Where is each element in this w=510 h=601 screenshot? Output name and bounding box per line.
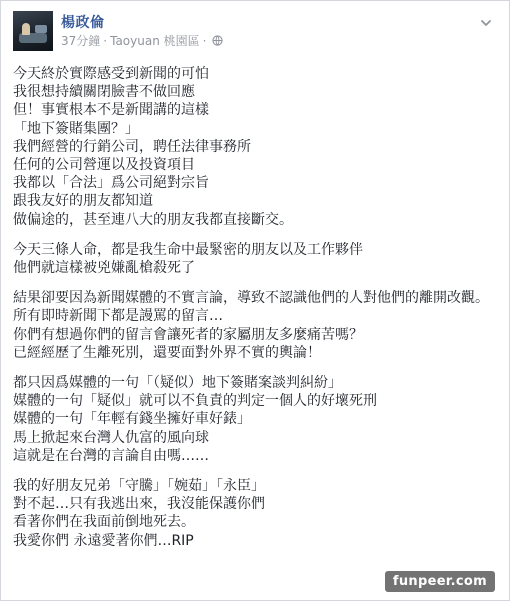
post-paragraph bbox=[13, 289, 501, 362]
post-line: 任何的公司營運以及投資項目 bbox=[13, 157, 195, 174]
post-paragraph bbox=[13, 65, 501, 229]
post-paragraph bbox=[13, 241, 501, 277]
post-line: 他們就這樣被兇嫌亂槍殺死了 bbox=[13, 260, 195, 277]
post-paragraph bbox=[13, 374, 501, 465]
post-header bbox=[13, 11, 499, 51]
post-paragraph bbox=[13, 477, 501, 550]
post-line: 跟我友好的朋友都知道 bbox=[13, 193, 153, 210]
post-line: 對不起…只有我逃出來，我沒能保護你們 bbox=[13, 496, 265, 513]
post-line: 做偏途的，甚至連八大的朋友我都直接斷交。 bbox=[13, 211, 293, 228]
chevron-down-icon[interactable] bbox=[479, 16, 493, 30]
post-line: 結果卻要因為新聞媒體的不實言論，導致不認識他們的人對他們的離開改觀。 bbox=[13, 290, 489, 307]
post-line: 我都以「合法」爲公司絕對宗旨 bbox=[13, 175, 209, 192]
post-line: 看著你們在我面前倒地死去。 bbox=[13, 514, 195, 531]
post-line: 媒體的一句「年輕有錢坐擁好車好錶」 bbox=[13, 411, 251, 428]
post-line: 這就是在台灣的言論自由嗎…… bbox=[13, 447, 209, 464]
globe-icon[interactable] bbox=[212, 35, 223, 46]
post-line: 但！事實根本不是新聞講的這樣 bbox=[13, 102, 209, 119]
post-line: 媒體的一句「疑似」就可以不負責的判定一個人的好壞死刑 bbox=[13, 393, 377, 410]
meta-separator: · bbox=[103, 33, 108, 48]
post-body bbox=[13, 65, 501, 562]
avatar[interactable] bbox=[13, 11, 53, 51]
post-line: 已經經歷了生離死別，還要面對外界不實的輿論！ bbox=[13, 344, 321, 361]
post-line: 你們有想過你們的留言會讓死者的家屬朋友多麼痛苦嗎？ bbox=[13, 326, 363, 343]
post-line: 所有即時新聞下都是謾罵的留言… bbox=[13, 308, 223, 325]
post-line: 我的好朋友兄弟「守騰」「婉茹」「永臣」 bbox=[13, 478, 265, 495]
post-line: 馬上掀起來台灣人仇富的風向球 bbox=[13, 429, 209, 446]
post-line: 我很想持續關閉臉書不做回應 bbox=[13, 84, 195, 101]
meta-separator-2: · bbox=[202, 33, 207, 48]
post-time[interactable]: 37分鐘 bbox=[61, 34, 101, 48]
watermark: funpeer.com bbox=[385, 571, 495, 592]
post-line: 我們經營的行銷公司，聘任法律事務所 bbox=[13, 138, 251, 155]
author-name[interactable]: 楊政倫 bbox=[61, 15, 105, 31]
post-line: 我愛你們 永遠愛著你們…RIP bbox=[13, 532, 194, 549]
post-meta bbox=[61, 32, 223, 49]
post-location[interactable]: Taoyuan 桃園區 bbox=[110, 34, 200, 48]
post-line: 今天終於實際感受到新聞的可怕 bbox=[13, 66, 209, 82]
post-line: 「地下簽賭集團？」 bbox=[13, 120, 139, 137]
post-line: 今天三條人命，都是我生命中最緊密的朋友以及工作夥伴 bbox=[13, 241, 363, 258]
post-line: 都只因爲媒體的一句「（疑似）地下簽賭案談判糾紛」 bbox=[13, 375, 342, 392]
